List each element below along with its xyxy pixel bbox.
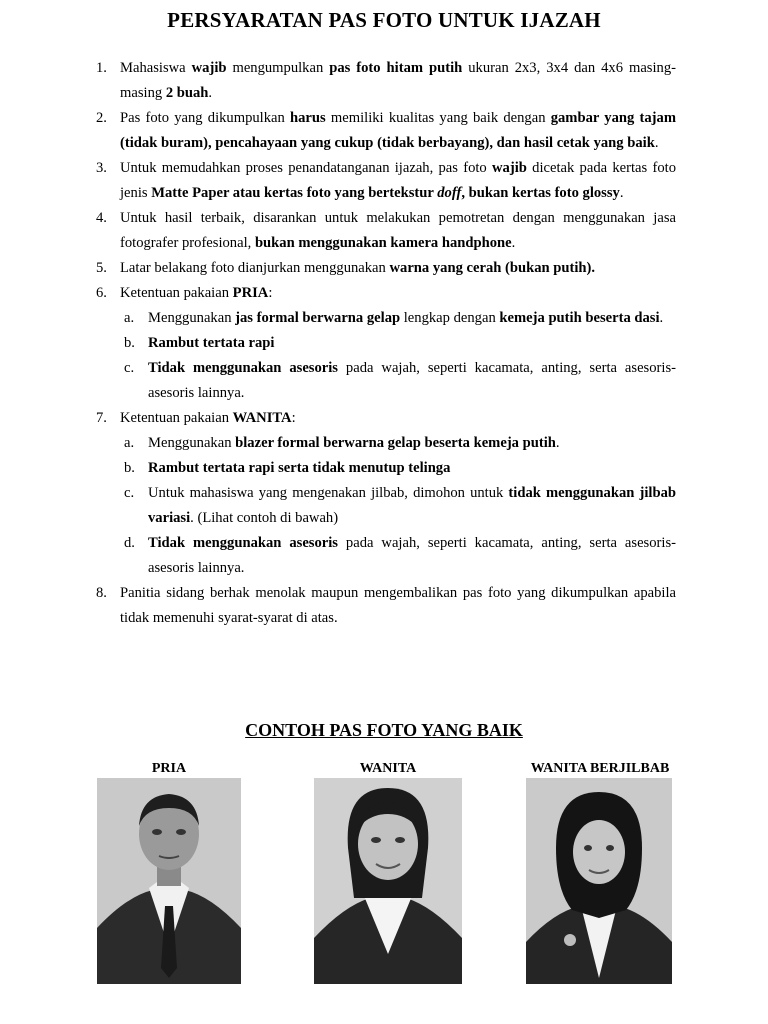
list-number: 3. <box>96 160 107 176</box>
list-text: Tidak menggunakan asesoris <box>148 360 338 376</box>
sub-list-item <box>96 481 676 531</box>
list-text: . (Lihat contoh di bawah) <box>190 510 339 526</box>
sub-list-item <box>96 356 676 406</box>
list-number: c. <box>124 485 135 501</box>
list-text: bukan menggunakan kamera handphone <box>254 235 512 251</box>
list-text: pada wajah, seperti kacamata, anting, serta asesoris-asesoris lainnya. <box>148 360 676 401</box>
sub-list-item <box>96 331 676 356</box>
list-number: b. <box>124 460 135 476</box>
photo-pria <box>97 778 241 984</box>
list-text: . <box>208 85 213 101</box>
sub-list-item <box>96 456 676 481</box>
photo-wanita <box>314 778 462 984</box>
list-number: 4. <box>96 210 107 226</box>
list-number: 6. <box>96 285 107 301</box>
list-text: pas foto hitam putih <box>329 60 463 76</box>
list-text: mengumpulkan <box>226 60 330 76</box>
examples-title: CONTOH PAS FOTO YANG BAIK <box>245 720 523 740</box>
list-item <box>96 106 676 156</box>
list-text: doff <box>437 185 462 201</box>
caption-wanita: WANITA <box>359 761 417 776</box>
list-number: a. <box>124 310 135 326</box>
list-text: WANITA <box>232 410 292 426</box>
list-text: Untuk memudahkan proses penandatanganan ijazah, pas foto <box>120 160 493 176</box>
list-number: 2. <box>96 110 107 126</box>
list-item <box>96 581 676 631</box>
list-item <box>96 156 676 206</box>
sub-list-item <box>96 531 676 581</box>
list-text: Pas foto yang dikumpulkan <box>120 110 291 126</box>
list-number: b. <box>124 335 135 351</box>
list-text: blazer formal berwarna gelap beserta kemeja putih <box>235 435 556 451</box>
list-text: Tidak menggunakan asesoris <box>148 535 338 551</box>
list-text: : <box>268 285 273 301</box>
list-item <box>96 206 676 256</box>
list-text: kemeja putih beserta dasi <box>499 310 660 326</box>
list-text: ukuran 2x3, 3x4 dan 4x6 masing-masing <box>120 60 676 101</box>
list-text: Rambut tertata rapi serta tidak menutup telinga <box>148 460 451 476</box>
page-title: PERSYARATAN PAS FOTO UNTUK IJAZAH <box>167 8 601 32</box>
list-number: c. <box>124 360 135 376</box>
list-number: d. <box>124 535 135 551</box>
list-text: Untuk mahasiswa yang mengenakan jilbab, dimohon untuk <box>148 485 509 501</box>
list-number: 5. <box>96 260 107 276</box>
list-item <box>96 256 676 281</box>
list-text: Menggunakan <box>148 310 236 326</box>
list-number: 7. <box>96 410 107 426</box>
list-text: dicetak pada kertas foto jenis <box>120 160 676 201</box>
list-text: wajib <box>191 60 227 76</box>
list-text: wajib <box>492 160 527 176</box>
sub-list-item <box>96 431 676 456</box>
list-text: pada wajah, seperti kacamata, anting, serta asesoris-asesoris lainnya. <box>148 535 676 576</box>
list-number: 8. <box>96 585 107 601</box>
list-text: . <box>511 235 516 251</box>
list-item <box>96 406 676 431</box>
list-text: Mahasiswa <box>120 60 192 76</box>
caption-pria: PRIA <box>151 761 187 776</box>
list-text: Rambut tertata rapi <box>148 335 275 351</box>
list-text: Panitia sidang berhak menolak maupun mengembalikan pas foto yang dikumpulkan apabila tidak memenuhi syarat-syarat di atas. <box>120 585 676 626</box>
list-text: . <box>619 185 624 201</box>
list-text: Matte Paper atau kertas foto yang bertekstur <box>151 185 438 201</box>
list-text: , bukan kertas foto glossy <box>461 185 620 201</box>
list-text: Menggunakan <box>148 435 236 451</box>
sub-list-item <box>96 306 676 331</box>
list-text: 2 buah <box>165 85 209 101</box>
list-text: Latar belakang foto dianjurkan menggunakan <box>120 260 390 276</box>
list-text: . <box>659 310 664 326</box>
list-number: a. <box>124 435 135 451</box>
list-text: : <box>291 410 296 426</box>
caption-wanita-berjilbab: WANITA BERJILBAB <box>530 761 670 776</box>
list-text: gambar yang tajam (tidak buram), pencahayaan yang cukup (tidak berbayang), dan hasil cetak yang baik <box>120 110 676 151</box>
photo-wanita-berjilbab <box>526 778 672 984</box>
list-text: Untuk hasil terbaik, disarankan untuk melakukan pemotretan dengan menggunakan jasa fotografer profesional, <box>120 210 676 251</box>
list-text: Ketentuan pakaian <box>120 285 233 301</box>
list-text: harus <box>290 110 326 126</box>
list-text: warna yang cerah (bukan putih). <box>389 260 596 276</box>
list-item <box>96 56 676 106</box>
list-item <box>96 281 676 306</box>
list-text: jas formal berwarna gelap <box>235 310 401 326</box>
list-text: Ketentuan pakaian <box>120 410 233 426</box>
requirements-list <box>96 56 676 631</box>
list-text: . <box>654 135 659 151</box>
list-text: tidak menggunakan jilbab variasi <box>148 485 676 526</box>
list-text: PRIA <box>232 285 269 301</box>
list-text: memiliki kualitas yang baik dengan <box>325 110 551 126</box>
list-text: . <box>555 435 560 451</box>
list-number: 1. <box>96 60 107 76</box>
list-text: lengkap dengan <box>400 310 500 326</box>
